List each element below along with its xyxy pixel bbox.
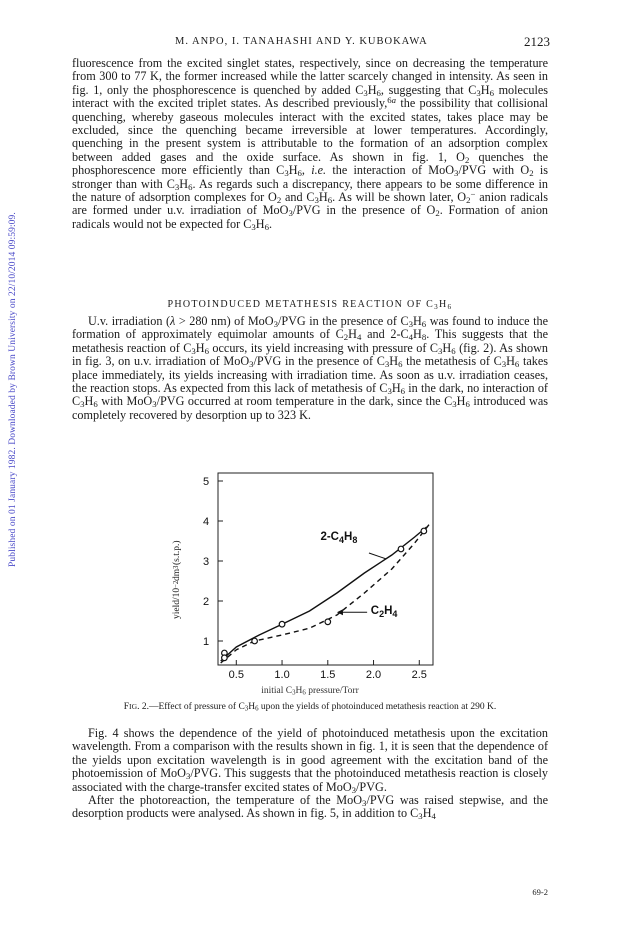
body-paragraph-1 — [72, 57, 548, 231]
paragraph-text: fluorescence from the excited singlet states, respectively, since on decreasing the temperature from 300 to 77 K, the former increased while the latter scarcely changed in intensity. As seen in fig. 1, only the phosphorescence is quenched by added $C_3H_6$, suggesting that $C_3H_6$ molecules interact with the excited triplet states. As described previously,$^{6a}$ the possibility that collisional quenching, whereby gaseous molecules interact with the excited states, takes place may be excluded, since the quenching became irreversible at lower temperatures. Accordingly, quenching in the present system is attributable to the formation of an adsorption complex between added gases and the oxide surface. As shown in fig. 1, $O_2$ quenches the phosphorescence more efficiently than $C_3H_6$, i.e. the interaction of MoO$_3$/PVG with $O_2$ is stronger than with $C_3H_6$. As regards such a discrepancy, there appears to be some difference in the nature of adsorption complexes for $O_2$ and $C_3H_6$. As will be shown later, $O_2^-$ anion radicals are formed under u.v. irradiation of MoO$_3$/PVG in the presence of $O_2$. Formation of anion radicals would not be expected for $C_3H_6$. — [72, 56, 549, 233]
running-head-authors: M. ANPO, I. TANAHASHI AND Y. KUBOKAWA — [175, 36, 428, 47]
body-paragraph-2 — [72, 315, 548, 422]
data-point — [252, 638, 258, 644]
paragraph-text: Fig. 4 shows the dependence of the yield of photoinduced metathesis upon the excitation wavelength. From a comparison with the results shown in fig. 1, it is seen that the dependence of the yields upon excitation wavelength is in good agreement with the excitation band of the photoemission of MoO$_3$/PVG. This suggests that the photoinduced metathesis reaction is closely associated with the charge-transfer excited states of MoO$_3$/PVG. — [72, 726, 548, 795]
data-point — [421, 528, 427, 534]
y-tick-label: 1 — [202, 636, 210, 648]
data-point — [398, 546, 404, 552]
section-heading: PHOTOINDUCED METATHESIS REACTION OF $C_3H_6$ — [167, 299, 453, 311]
download-watermark: Published on 01 January 1982. Downloaded by Brown University on 22/10/2014 09:59:09. — [8, 212, 18, 568]
page-header — [70, 34, 550, 52]
paragraph-text: U.v. irradiation (λ > 280 nm) of MoO$_3$/PVG in the presence of $C_3H_6$ was found to induce the formation of approximately equimolar amounts of $C_2H_4$ and $2-C_4H_8$. This suggests that the metathesis reaction of $C_3H_6$ occurs, its yield increasing with pressure of $C_3H_6$ (fig. 2). As shown in fig. 3, on u.v. irradiation of MoO$_3$/PVG in the presence of $C_3H_6$ the metathesis of $C_3H_6$ takes place immediately, its yields increasing with irradiation time. As soon as u.v. irradiation ceases, the reaction stops. As expected from this lack of metathesis of $C_3H_6$ in the dark, no interaction of $C_3H_6$ with MoO$_3$/PVG occurred at room temperature in the dark, since the $C_3H_6$ introduced was completely recovered by desorption up to 323 K. — [72, 314, 549, 422]
page-number: 2123 — [524, 34, 550, 49]
series-label-2-c4h8: $2-C_4H_8$ — [320, 531, 358, 546]
body-paragraphs-3-4 — [72, 727, 548, 821]
x-tick-label: 2.5 — [411, 669, 427, 681]
data-point — [279, 621, 285, 627]
y-tick-label: 4 — [202, 516, 210, 528]
y-tick-label: 5 — [202, 476, 210, 488]
x-tick-label: 1.5 — [320, 669, 336, 681]
annotation-leader-2-c4h8 — [369, 553, 386, 559]
y-tick-label: 2 — [202, 596, 210, 608]
data-point — [222, 655, 228, 661]
x-tick-label: 0.5 — [228, 669, 244, 681]
footer-code: 69-2 — [532, 887, 548, 897]
paragraph-text: After the photoreaction, the temperature of the MoO$_3$/PVG was raised stepwise, and the desorption products were analysed. As shown in fig. 5, in addition to $C_3H_4$ — [72, 793, 548, 822]
data-point — [325, 619, 331, 625]
y-tick-label: 3 — [202, 556, 210, 568]
x-tick-label: 1.0 — [274, 669, 290, 681]
figure-caption: FIG. 2.—Effect of pressure of $C_3H_6$ upon the yields of photoinduced metathesis reaction at 290 K. — [123, 702, 497, 713]
series-label-c2h4: $C_2H_4$ — [370, 604, 398, 619]
figure-2-chart — [185, 468, 445, 683]
chart-y-axis-label: yield/10 −2 dm 3 (s.t.p.) — [172, 540, 182, 620]
chart-x-axis-label: initial $C_3H_6$ pressure/Torr — [261, 686, 359, 697]
chart-plot-frame — [218, 473, 433, 665]
x-tick-label: 2.0 — [365, 669, 382, 681]
